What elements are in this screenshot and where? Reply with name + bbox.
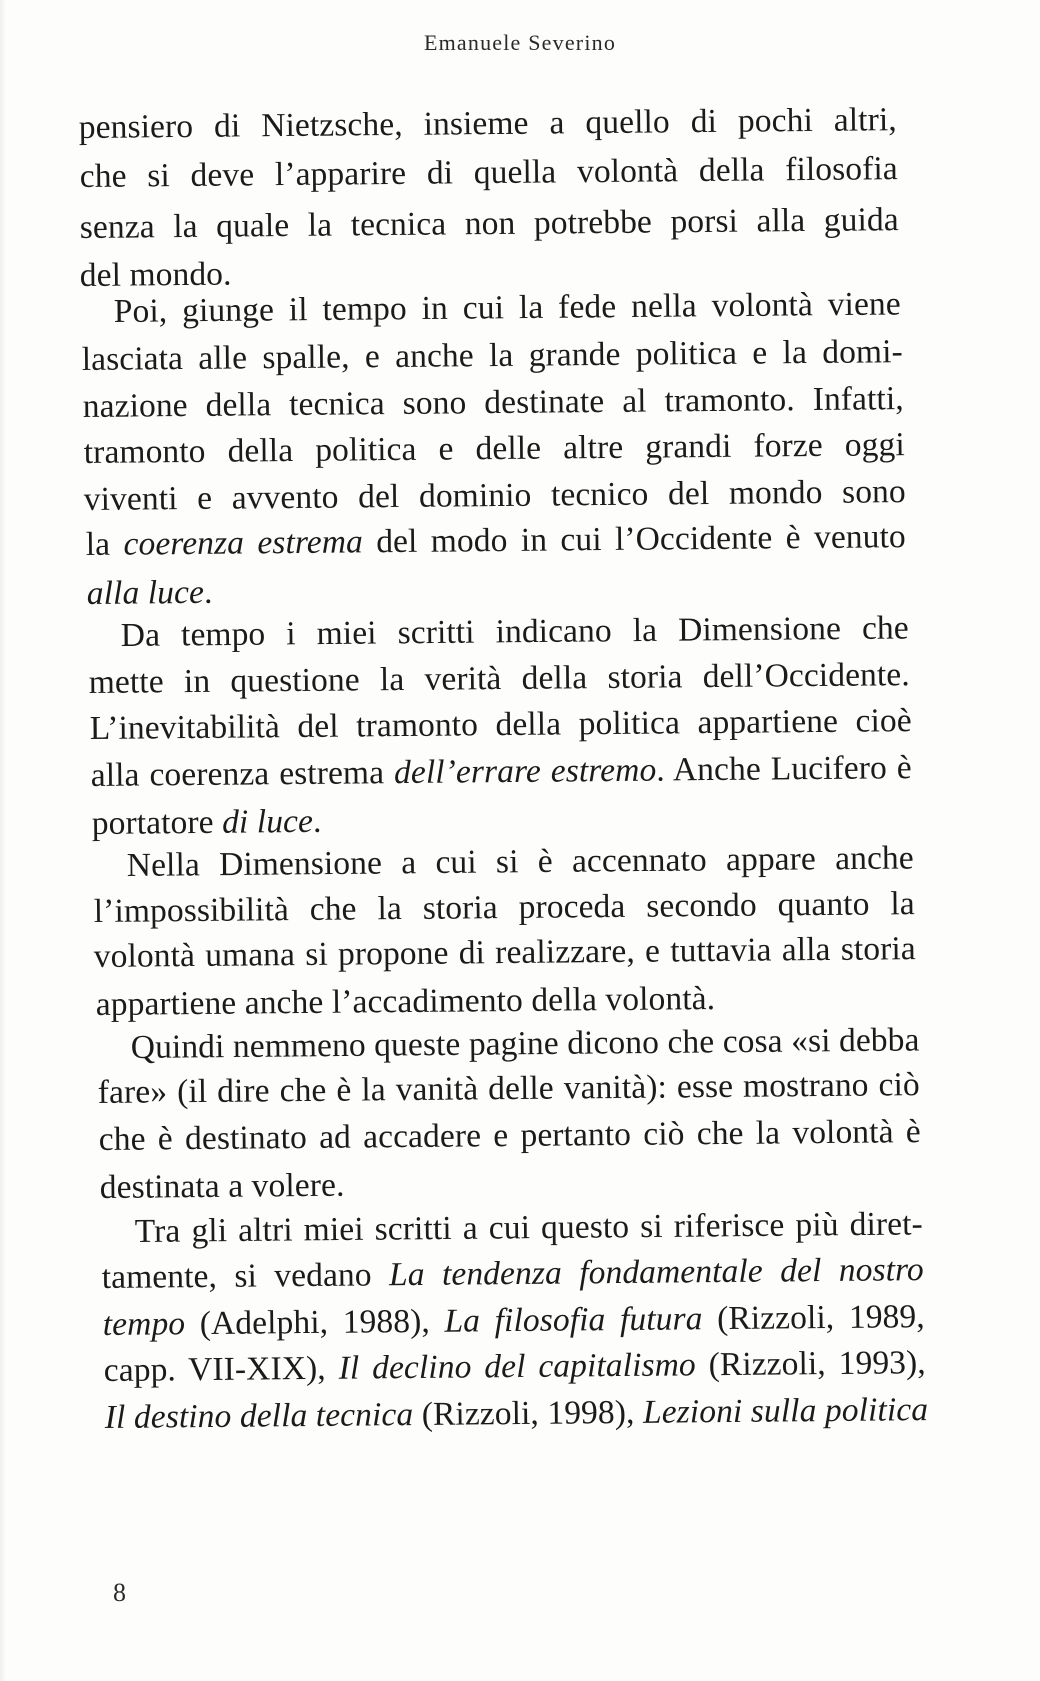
text-line	[80, 255, 232, 296]
text-line	[100, 1166, 345, 1208]
text-line	[87, 573, 213, 614]
page-number: 8	[113, 1578, 126, 1607]
text-segment: (Rizzoli, 1993),	[695, 1344, 926, 1384]
text-segment: la	[85, 525, 124, 564]
text-segment: .	[312, 802, 322, 840]
text-segment: mette in questione la verità della storia dell’Occidente.	[88, 656, 910, 702]
text-line	[86, 517, 906, 565]
text-segment: . Anche Lucifero è	[656, 749, 912, 789]
text-segment: capp. VII-XIX),	[103, 1349, 339, 1390]
text-segment: (Rizzoli, 1998),	[413, 1393, 644, 1434]
text-line	[94, 929, 916, 977]
text-line	[96, 979, 716, 1025]
text-line	[84, 472, 906, 520]
text-line	[91, 748, 912, 796]
text-line	[79, 100, 897, 148]
text-segment: viventi e avvento del dominio tecnico del mondo sono	[83, 473, 906, 519]
text-segment: appartiene anche l’accadimento della volontà.	[95, 980, 716, 1024]
text-segment: lasciata alle spalle, e anche la grande politica e la domi-	[81, 333, 903, 379]
italic-text-segment: di luce	[221, 802, 314, 841]
text-segment: tramonto della politica e delle altre grandi forze oggi	[83, 426, 905, 472]
text-segment: Nella Dimensione a cui si è accennato appare anche	[126, 839, 914, 885]
text-line	[94, 884, 915, 932]
text-segment: nazione della tecnica sono destinate al tramonto. Infatti,	[82, 380, 904, 426]
text-segment: che si deve l’apparire di quella volontà della filosofia	[79, 150, 898, 196]
text-segment: L’inevitabilità del tramonto della politica appartiene cioè	[89, 702, 912, 748]
text-line	[105, 1390, 928, 1438]
text-line	[84, 425, 905, 473]
text-segment: pensiero di Nietzsche, insieme a quello di pochi altri,	[78, 101, 897, 147]
running-head-author: Emanuele Severino	[423, 30, 617, 55]
text-line	[104, 1343, 926, 1391]
text-segment: tamente, si vedano	[101, 1256, 390, 1297]
text-line	[99, 1112, 921, 1160]
text-segment: fare» (il dire che è la vanità delle vanità): esse mostrano ciò	[97, 1066, 920, 1112]
italic-text-segment: tempo	[102, 1305, 186, 1344]
italic-text-segment: dell’errare estremo	[393, 751, 657, 792]
text-line	[80, 200, 899, 248]
italic-text-segment: La tendenza fondamentale del nostro	[388, 1251, 924, 1294]
text-segment: l’impossibilità che la storia proceda secondo quanto la	[93, 885, 915, 931]
text-line	[90, 701, 912, 749]
text-line	[83, 379, 904, 427]
text-line	[80, 149, 898, 197]
text-line	[102, 1250, 924, 1298]
text-segment: del mondo.	[79, 255, 232, 295]
text-line	[92, 802, 322, 844]
italic-text-segment: alla luce	[86, 573, 205, 613]
text-line	[131, 1020, 918, 1068]
italic-text-segment: coerenza estrema	[123, 523, 364, 563]
italic-text-segment: Il declino del capitalismo	[338, 1346, 696, 1387]
text-segment: senza la quale la tecnica non potrebbe porsi alla guida	[79, 201, 899, 247]
text-line	[98, 1065, 920, 1113]
italic-text-segment: Lezioni sulla politica	[642, 1391, 929, 1431]
text-segment: del modo in cui l’Occidente è venuto	[362, 518, 906, 561]
italic-text-segment: La filosofia futura	[444, 1300, 703, 1340]
text-line	[82, 332, 903, 380]
text-segment: (Rizzoli, 1989,	[702, 1298, 925, 1338]
text-line	[103, 1297, 925, 1345]
text-line	[135, 1204, 923, 1252]
text-line	[114, 284, 901, 332]
text-line	[127, 838, 914, 886]
text-segment: .	[203, 573, 213, 611]
text-segment: (Adelphi, 1988),	[184, 1302, 445, 1343]
text-segment: Tra gli altri miei scritti a cui questo si riferisce più diret-	[134, 1205, 923, 1251]
text-segment: volontà umana si propone di realizzare, e tuttavia alla storia	[93, 930, 916, 976]
text-line	[89, 655, 910, 703]
italic-text-segment: Il destino della tecnica	[104, 1396, 414, 1437]
text-segment: Da tempo i miei scritti indicano la Dimensione che	[120, 609, 909, 655]
text-segment: Quindi nemmeno queste pagine dicono che cosa «si debba	[130, 1021, 920, 1067]
text-segment: Poi, giunge il tempo in cui la fede nella volontà viene	[113, 285, 901, 331]
text-segment: destinata a volere.	[99, 1166, 345, 1207]
text-segment: portatore	[91, 803, 223, 843]
text-segment: alla coerenza estrema	[90, 754, 395, 795]
text-segment: che è destinato ad accadere e pertanto ciò che la volontà è	[98, 1113, 921, 1159]
text-line	[121, 608, 909, 656]
